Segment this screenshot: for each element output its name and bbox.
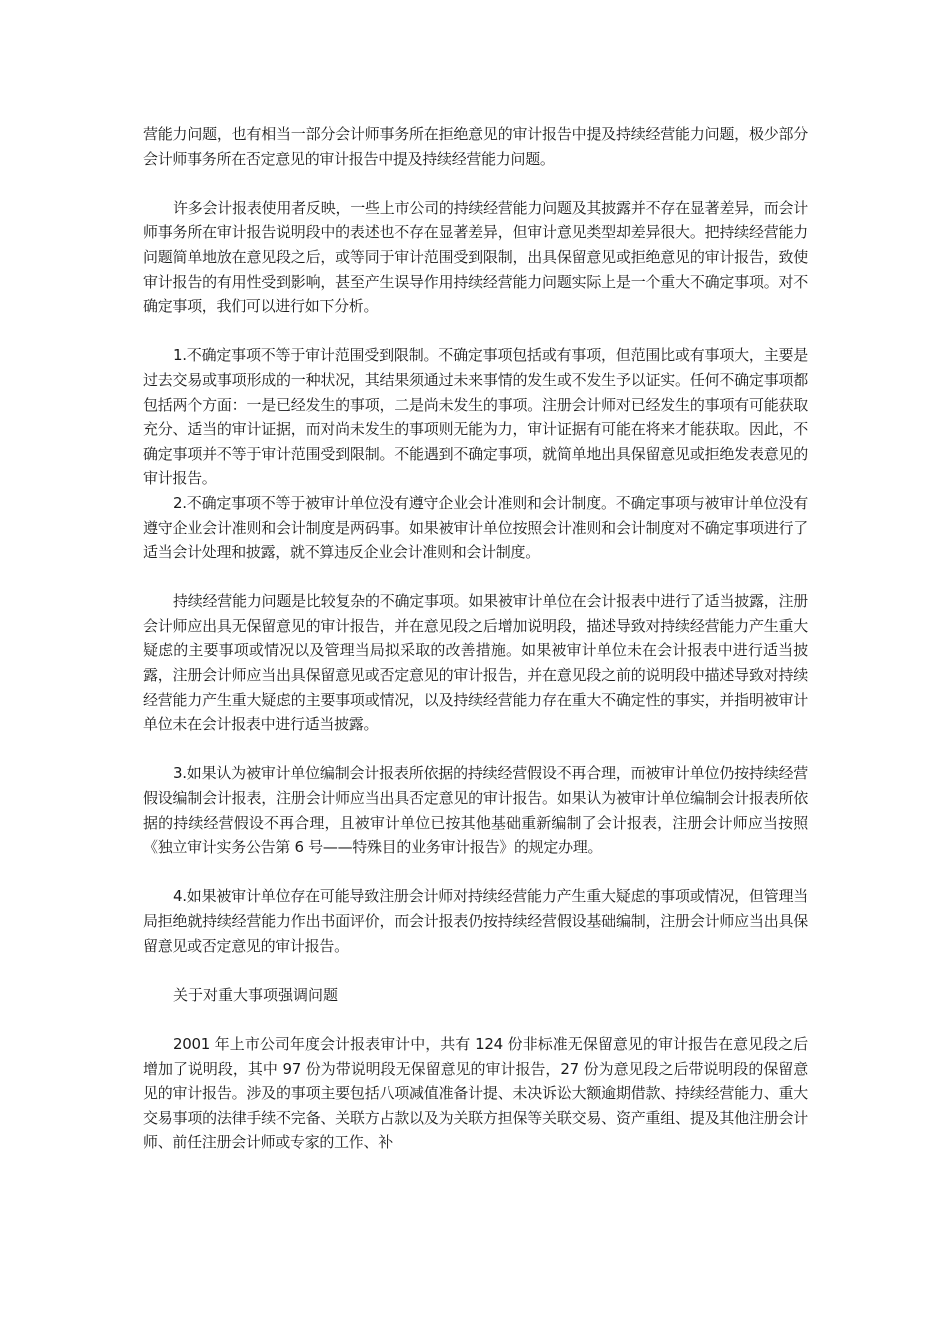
paragraph-users-feedback: 许多会计报表使用者反映，一些上市公司的持续经营能力问题及其披露并不存在显著差异，而会计师事务所在审计报告说明段中的表述也不存在显著差异，但审计意见类型却差异很大。把持续经营能力问题简单地放在意见段之后，或等同于审计范围受到限制，出具保留意见或拒绝意见的审计报告，致使审计报告的有用性受到影响，甚至产生误导作用持续经营能力问题实际上是一个重大不确定事项。对不确定事项，我们可以进行如下分析。 [143,198,808,316]
paragraph-point-4: 4.如果被审计单位存在可能导致注册会计师对持续经营能力产生重大疑虑的事项或情况，但管理当局拒绝就持续经营能力作出书面评价，而会计报表仍按持续经营假设基础编制，注册会计师应当出具保留意见或否定意见的审计报告。 [143,887,808,955]
paragraph-point-2: 2.不确定事项不等于被审计单位没有遵守企业会计准则和会计制度。不确定事项与被审计单位没有遵守企业会计准则和会计制度是两码事。如果被审计单位按照会计准则和会计制度对不确定事项进行了适当会计处理和披露，就不算违反企业会计准则和会计制度。 [143,493,808,562]
paragraph-gap [143,737,808,762]
document-page [143,122,808,1155]
paragraph-point-3: 3.如果认为被审计单位编制会计报表所依据的持续经营假设不再合理，而被审计单位仍按持续经营假设编制会计报表，注册会计师应当出具否定意见的审计报告。如果认为被审计单位编制会计报表所依据的持续经营假设不再合理，且被审计单位已按其他基础重新编制了会计报表，注册会计师应当按照《独立审计实务公告第 6 号——特殊目的业务审计报告》的规定办理。 [143,764,808,857]
paragraph-gap [143,565,808,590]
paragraph-gap [143,171,808,196]
paragraph-2001-audit: 2001 年上市公司年度会计报表审计中，共有 124 份非标准无保留意见的审计报告在意见段之后增加了说明段，其中 97 份为带说明段无保留意见的审计报告，27 份为意见段之后带说明段的保留意见的审计报告。涉及的事项主要包括八项减值准备计提、未决诉讼大额逾期借款、持续经营能力、重大交易事项的法律手续不完备、关联方占款以及为关联方担保等关联交易、资产重组、提及其他注册会计师、前任注册会计师或专家的工作、补 [143,1034,808,1152]
paragraph-gap [143,860,808,885]
paragraph-gap [143,1007,808,1032]
paragraph-going-concern: 持续经营能力问题是比较复杂的不确定事项。如果被审计单位在会计报表中进行了适当披露，注册会计师应出具无保留意见的审计报告，并在意见段之后增加说明段，描述导致对持续经营能力产生重大疑虑的主要事项或情况以及管理当局拟采取的改善措施。如果被审计单位未在会计报表中进行适当披露，注册会计师应当出具保留意见或否定意见的审计报告，并在意见段之前的说明段中描述导致对持续经营能力产生重大疑虑的主要事项或情况，以及持续经营能力存在重大不确定性的事实，并指明被审计单位未在会计报表中进行适当披露。 [143,592,808,734]
paragraph-gap [143,958,808,983]
paragraph-point-1: 1.不确定事项不等于审计范围受到限制。不确定事项包括或有事项，但范围比或有事项大，主要是过去交易或事项形成的一种状况，其结果须通过未来事情的发生或不发生予以证实。任何不确定事项都包括两个方面：一是已经发生的事项，二是尚未发生的事项。注册会计师对已经发生的事项有可能获取充分、适当的审计证据，而对尚未发生的事项则无能为力，审计证据有可能在将来才能获取。因此，不确定事项并不等于审计范围受到限制。不能遇到不确定事项，就简单地出具保留意见或拒绝发表意见的审计报告。 [143,346,808,488]
section-heading: 关于对重大事项强调问题 [173,985,339,1004]
paragraph-continuation: 营能力问题，也有相当一部分会计师事务所在拒绝意见的审计报告中提及持续经营能力问题，极少部分会计师事务所在否定意见的审计报告中提及持续经营能力问题。 [143,125,808,168]
paragraph-gap [143,319,808,344]
